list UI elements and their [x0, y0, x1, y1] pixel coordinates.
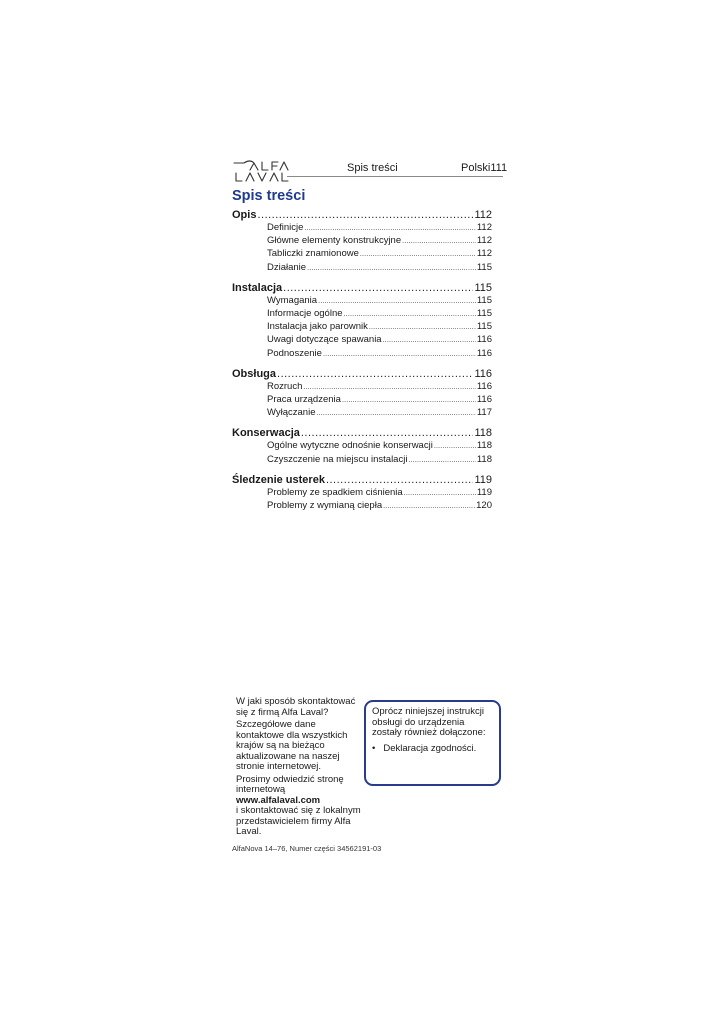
toc-subentry[interactable]: [267, 487, 492, 500]
toc-subentry-label: Problemy z wymianą ciepła: [267, 500, 383, 512]
included-documents-box: [364, 700, 501, 786]
header-rule: [287, 176, 503, 177]
toc-entry[interactable]: [232, 473, 492, 487]
dot-leader: [277, 367, 473, 381]
toc-subentry-label: Problemy ze spadkiem ciśnienia: [267, 486, 403, 498]
toc-subentry-page: 117: [476, 407, 492, 419]
toc-subentry-page: 115: [476, 321, 492, 333]
dot-leader: [317, 408, 476, 420]
toc-subentry-page: 112: [476, 248, 492, 260]
toc-subentry-page: 116: [476, 334, 492, 346]
toc-subentry-page: 115: [476, 294, 492, 306]
toc-section-obsluga: [232, 367, 492, 421]
dot-leader: [342, 395, 476, 407]
toc-entry-page: 112: [474, 209, 492, 221]
toc-subentry-page: 116: [476, 394, 492, 406]
dot-leader: [283, 281, 473, 295]
toc-subentry[interactable]: [267, 222, 492, 235]
toc-subentry[interactable]: [267, 500, 492, 513]
toc-subentry-page: 115: [476, 261, 492, 273]
contact-details: Szczegółowe dane kontaktowe dla wszystkich krajów są na bieżąco aktualizowane na naszej stronie internetowej.: [236, 719, 348, 772]
toc-subentry[interactable]: [267, 381, 492, 394]
footer-part-number: AlfaNova 14–76, Numer części 34562191-03: [232, 844, 382, 853]
toc-subentry-label: Wyłączanie: [267, 407, 316, 419]
dot-leader: [383, 501, 475, 513]
toc-subentry[interactable]: [267, 235, 492, 248]
dot-leader: [326, 473, 474, 487]
toc-subentry[interactable]: [267, 407, 492, 420]
toc-entry-label: Opis: [232, 209, 257, 221]
header-section-title: Spis treści: [347, 162, 398, 174]
contact-visit: [236, 775, 361, 838]
dot-leader: [408, 455, 475, 467]
included-documents-intro: Oprócz niniejszej instrukcji obsługi do urządzenia zostały również dołączone:: [372, 706, 486, 738]
toc-subentry-page: 115: [476, 308, 492, 320]
toc-entry-page: 119: [474, 473, 492, 486]
toc-subentry-label: Informacje ogólne: [267, 308, 343, 320]
toc-entry-page: 116: [474, 367, 492, 380]
toc-subentry-page: 120: [476, 500, 492, 512]
table-of-contents: [232, 208, 492, 519]
toc-subentry-label: Czyszczenie na miejscu instalacji: [267, 453, 408, 465]
toc-section-konserwacja: [232, 426, 492, 466]
toc-section-opis: [232, 208, 492, 275]
toc-subentry-label: Instalacja jako parownik: [267, 321, 368, 333]
header-language: Polski: [461, 162, 491, 174]
toc-subentry[interactable]: [267, 295, 492, 308]
toc-subentry-label: Działanie: [267, 261, 307, 273]
toc-subentry[interactable]: [267, 334, 492, 347]
contact-visit-prefix: Prosimy odwiedzić stronę internetową: [236, 773, 344, 795]
toc-entry-label: Konserwacja: [232, 427, 300, 440]
toc-subentry-page: 118: [476, 453, 492, 465]
toc-subentry-label: Wymagania: [267, 294, 318, 306]
header-page-number: 111: [490, 162, 508, 174]
dot-leader: [301, 426, 474, 440]
toc-title: Spis treści: [232, 188, 306, 204]
dot-leader: [402, 236, 476, 248]
toc-entry-page: 118: [474, 427, 492, 440]
dot-leader: [307, 263, 476, 275]
alfa-laval-logo: [232, 158, 290, 184]
dot-leader: [257, 208, 473, 222]
toc-subentry-label: Praca urządzenia: [267, 394, 341, 406]
toc-section-instalacja: [232, 281, 492, 361]
toc-subentry-label: Podnoszenie: [267, 347, 322, 359]
toc-subentry[interactable]: [267, 321, 492, 334]
toc-subentry-page: 119: [476, 486, 492, 498]
list-item: • Deklaracja zgodności.: [372, 744, 493, 755]
header-page-info: [461, 162, 507, 174]
toc-entry-label: Śledzenie usterek: [232, 473, 325, 486]
toc-subentry[interactable]: [267, 394, 492, 407]
dot-leader: [304, 223, 475, 235]
toc-subentry[interactable]: [267, 262, 492, 275]
dot-leader: [369, 322, 476, 334]
contact-question: W jaki sposób skontaktować się z firmą Alfa Laval?: [236, 696, 356, 718]
contact-info: [236, 697, 361, 840]
included-documents-list: [372, 744, 493, 755]
toc-subentry-page: 112: [476, 222, 492, 233]
toc-subentry-page: 112: [476, 235, 492, 247]
toc-subentry[interactable]: [267, 308, 492, 321]
toc-entry[interactable]: [232, 281, 492, 295]
toc-entry-label: Instalacja: [232, 281, 283, 294]
toc-entry[interactable]: [232, 367, 492, 381]
dot-leader: [404, 488, 476, 500]
toc-subentry-label: Ogólne wytyczne odnośnie konserwacji: [267, 440, 433, 452]
toc-subentry-label: Uwagi dotyczące spawania: [267, 334, 382, 346]
dot-leader: [303, 382, 475, 394]
dot-leader: [318, 296, 476, 308]
contact-visit-suffix: i skontaktować się z lokalnym przedstawicielem firmy Alfa Laval.: [236, 805, 361, 837]
toc-subentry[interactable]: [267, 454, 492, 467]
dot-leader: [383, 335, 476, 347]
toc-subentry-label: Tabliczki znamionowe: [267, 248, 359, 260]
toc-subentry[interactable]: [267, 440, 492, 453]
toc-subentry[interactable]: [267, 248, 492, 261]
toc-subentry-label: Rozruch: [267, 380, 303, 392]
toc-entry[interactable]: [232, 426, 492, 440]
toc-entry-label: Obsługa: [232, 367, 277, 380]
toc-subentry-page: 118: [476, 440, 492, 452]
website-link[interactable]: www.alfalaval.com: [236, 794, 321, 806]
toc-subentry-page: 116: [476, 347, 492, 359]
toc-subentry[interactable]: [267, 348, 492, 361]
toc-entry[interactable]: [232, 208, 492, 222]
dot-leader: [323, 349, 476, 361]
toc-subentry-label: Definicje: [267, 222, 304, 233]
dot-leader: [360, 249, 476, 261]
toc-subentry-page: 116: [476, 380, 492, 392]
toc-subentry-label: Główne elementy konstrukcyjne: [267, 235, 402, 247]
toc-section-sledzenie-usterek: [232, 473, 492, 513]
toc-entry-page: 115: [474, 281, 492, 294]
dot-leader: [344, 309, 476, 321]
dot-leader: [434, 441, 476, 453]
